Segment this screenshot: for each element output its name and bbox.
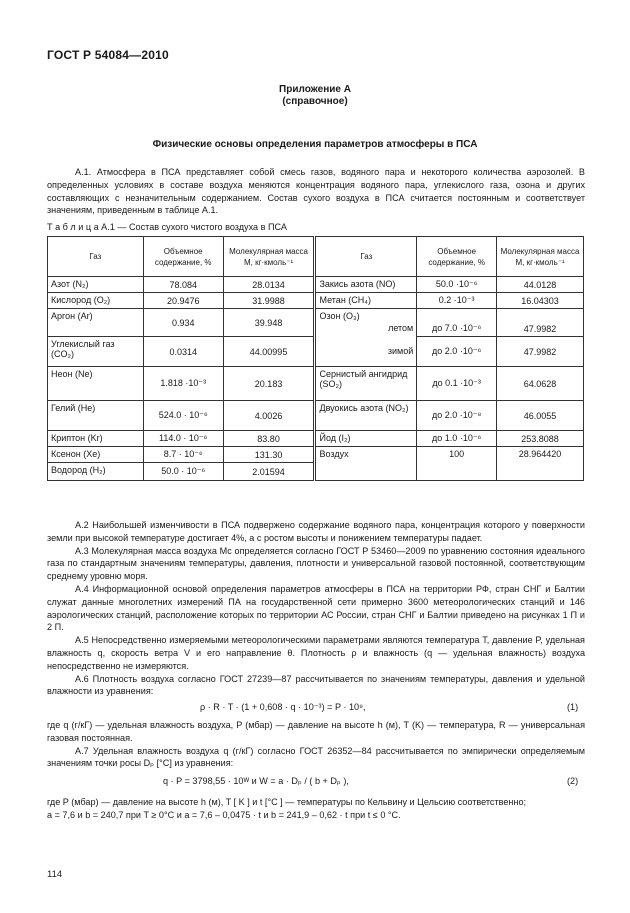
- ozone-winter-label: зимой: [387, 346, 414, 356]
- equation-2-number: (2): [567, 776, 579, 786]
- paragraph-after-eq2-line1: где P (мбар) — давление на высоте h (м), T [ K ] и t [°C ] — температуры по Кельвину и Цельсию соответственно;: [47, 797, 527, 807]
- cell-volume: до 7.0 ·10⁻⁶: [417, 309, 497, 337]
- cell-volume: 100: [417, 447, 497, 481]
- paragraph-a6: А.6 Плотность воздуха согласно ГОСТ 27239—87 рассчитывается по значениям температуры, давления и удельной влажности из уравнения:: [47, 673, 585, 697]
- appendix-heading: [0, 84, 630, 108]
- table-row: [48, 293, 584, 309]
- body-text-3: [47, 796, 585, 822]
- paragraph-after-eq1: где q (г/кГ) — удельная влажность воздуха, P (мбар) — давление на высоте h (м), T (K) — температура, R — универсальная газовая постоянная.: [47, 720, 585, 743]
- col-gas-2: Газ: [315, 237, 417, 277]
- table-row: [48, 309, 584, 337]
- paragraph-a5: А.5 Непосредственно измеряемыми метеорологическими параметрами являются температура T, давление P, удельная влажность q, скорость ветра V и его направление θ. Плотность ρ и влажность (q — удельная влажность) воздуха непосредственно не измеряются.: [47, 635, 585, 671]
- cell-molar: 28.964420: [497, 447, 584, 481]
- table-row: [48, 447, 584, 463]
- cell-volume: 8.7 · 10⁻⁶: [143, 447, 223, 463]
- paragraph-after-eq2-line2: a = 7,6 и b = 240,7 при T ≥ 0°C и a = 7,6 – 0,0475 · t и b = 241,9 – 0,62 · t при t ≤ 0 °C.: [47, 809, 401, 820]
- cell-gas: Метан (CH₄): [315, 293, 417, 309]
- cell-gas: Воздух: [315, 447, 417, 481]
- intro-paragraph: [47, 166, 585, 217]
- paragraph-a4: А.4 Информационной основой определения параметров атмосферы в ПСА на территории РФ, стран СНГ и Балтии служат данные многолетних измерений ПА на государственной сети примерно 3600 метеорологических станций и 146 аэрологических станций, расположение которых по территории АС России, стран СНГ и Балтии приведено на рисунках 1 П и 2 П.: [47, 583, 585, 633]
- cell-volume: до 2.0 ·10⁻⁶: [417, 337, 497, 367]
- col-gas: Газ: [48, 237, 144, 277]
- body-text: [47, 519, 585, 698]
- cell-volume: 0.0314: [143, 337, 223, 367]
- cell-molar: 4.0026: [223, 401, 315, 431]
- col-volume-2: Объемное содержание, %: [417, 237, 497, 277]
- cell-molar: 44.00995: [223, 337, 315, 367]
- cell-molar: 46.0055: [497, 401, 584, 431]
- gas-composition-table: [47, 236, 584, 481]
- cell-gas: Криптон (Kr): [48, 431, 144, 447]
- cell-volume: 50.0 ·10⁻⁶: [417, 277, 497, 293]
- cell-volume: 50.0 · 10⁻⁶: [143, 463, 223, 481]
- cell-gas: Углекислый газ (CO₂): [48, 337, 144, 367]
- cell-molar: 2.01594: [223, 463, 315, 481]
- col-molar-2: Молекулярная масса М, кг·кмоль⁻¹: [497, 237, 584, 277]
- cell-volume: до 1.0 ·10⁻⁶: [417, 431, 497, 447]
- cell-gas-ozone: [315, 309, 417, 367]
- cell-volume: 0.934: [143, 309, 223, 337]
- col-volume: Объемное содержание, %: [143, 237, 223, 277]
- table-header-row: [48, 237, 584, 277]
- paragraph-a2: А.2 Наибольшей изменчивости в ПСА подвержено содержание водяного пара, концентрация которого у поверхности земли при высокой температуре достигает 4%, а с ростом высоты и понижением температуры падает.: [47, 520, 585, 543]
- standard-designation: ГОСТ Р 54084—2010: [47, 48, 169, 62]
- cell-gas: Гелий (He): [48, 401, 144, 431]
- cell-gas: Неон (Ne): [48, 367, 144, 401]
- paragraph-a1: А.1. Атмосфера в ПСА представляет собой смесь газов, водяного пара и некоторого количества аэрозолей. В определенных условиях в составе воздуха меняются концентрация водяного пара, углекислого газа, озона и других составляющих с незначительным содержанием. Состав сухого воздуха в ПСА считается постоянным и соответствует значениям, приведенным в таблице А.1.: [47, 167, 585, 216]
- table-row: [48, 431, 584, 447]
- cell-gas: Водород (H₂): [48, 463, 144, 481]
- cell-molar: 20.183: [223, 367, 315, 401]
- cell-gas: Закись азота (NO): [315, 277, 417, 293]
- paragraph-a3: А.3 Молекулярная масса воздуха Мс определяется согласно ГОСТ Р 53460—2009 по уравнению состояния идеального газа по стандартным значениям температуры, давления, плотности и универсальной газовой постоянной, соответствующим среднему уровню моря.: [47, 545, 585, 582]
- cell-molar: 83.80: [223, 431, 315, 447]
- cell-molar: 47.9982: [497, 337, 584, 367]
- table-row: [48, 277, 584, 293]
- table-row: [48, 401, 584, 431]
- table-caption: Т а б л и ц а А.1 — Состав сухого чистого воздуха в ПСА: [47, 222, 287, 232]
- cell-gas: Йод (I₂): [315, 431, 417, 447]
- cell-volume: 114.0 · 10⁻⁶: [143, 431, 223, 447]
- appendix-note: (справочное): [282, 96, 348, 107]
- cell-molar: 16.04303: [497, 293, 584, 309]
- cell-volume: до 2.0 ·10⁻⁸: [417, 401, 497, 431]
- cell-molar: 253.8088: [497, 431, 584, 447]
- cell-molar: 28.0134: [223, 277, 315, 293]
- paragraph-a7: А.7 Удельная влажность воздуха q (г/кГ) согласно ГОСТ 26352—84 рассчитывается по эмпирически определяемым значениям точки росы Dₚ [°C] из уравнения:: [47, 745, 585, 769]
- appendix-title: Приложение А: [279, 84, 351, 95]
- ozone-label: Озон (O₃): [319, 311, 360, 321]
- body-text-2: [47, 719, 585, 770]
- table-row: [48, 367, 584, 401]
- cell-molar: 39.948: [223, 309, 315, 337]
- cell-gas: Аргон (Ar): [48, 309, 144, 337]
- ozone-summer-label: летом: [388, 323, 414, 333]
- cell-volume: 1.818 ·10⁻³: [143, 367, 223, 401]
- cell-volume: до 0.1 ·10⁻³: [417, 367, 497, 401]
- page-number: 114: [47, 869, 63, 880]
- col-molar: Молекулярная масса М, кг·кмоль⁻¹: [223, 237, 315, 277]
- equation-2: q · P = 3798,55 · 10ᵂ и W = a · Dₚ / ( b + Dₚ ),: [163, 776, 349, 786]
- equation-1-number: (1): [567, 702, 579, 712]
- cell-molar: 64.0628: [497, 367, 584, 401]
- cell-volume: 78.084: [143, 277, 223, 293]
- cell-volume: 20.9476: [143, 293, 223, 309]
- cell-gas: Двуокись азота (NO₂): [315, 401, 417, 431]
- cell-volume: 524.0 · 10⁻⁶: [143, 401, 223, 431]
- equation-1: ρ · R · T · (1 + 0,608 · q · 10⁻³) = P · 10⁹,: [200, 702, 366, 712]
- cell-gas: Кислород (O₂): [48, 293, 144, 309]
- cell-molar: 131.30: [223, 447, 315, 463]
- section-title: Физические основы определения параметров атмосферы в ПСА: [152, 139, 478, 150]
- cell-molar: 31.9988: [223, 293, 315, 309]
- cell-molar: 47.9982: [497, 309, 584, 337]
- cell-gas: Азот (N₂): [48, 277, 144, 293]
- cell-gas: Ксенон (Xe): [48, 447, 144, 463]
- cell-volume: 0.2 ·10⁻³: [417, 293, 497, 309]
- cell-gas: Сернистый ангидрид (SO₂): [315, 367, 417, 401]
- cell-molar: 44.0128: [497, 277, 584, 293]
